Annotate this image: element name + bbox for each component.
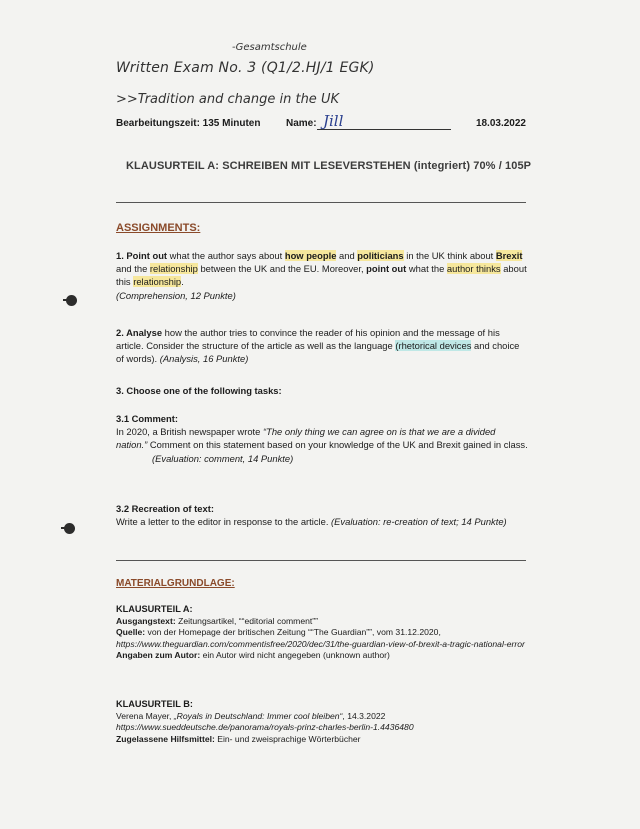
assignment-1-note: (Comprehension, 12 Punkte) bbox=[116, 289, 236, 301]
name-value: Jill bbox=[323, 112, 344, 130]
school-name: -Gesamtschule bbox=[232, 42, 307, 53]
material-title: MATERIALGRUNDLAGE: bbox=[116, 578, 235, 589]
material-part-b: KLAUSURTEIL B: Verena Mayer, „Royals in Deutschland: Immer cool bleiben“, 14.3.2022 https://www.sueddeutsche.de/panorama/royals-prinz-charles-berlin-1.4436480 Zugelassene Hilfsmittel: Ein- und zweisprachige Wörterbücher bbox=[116, 699, 528, 745]
time-label: Bearbeitungszeit: 135 Minuten bbox=[116, 118, 261, 129]
material-a-url: https://www.theguardian.com/commentisfree/2020/dec/31/the-guardian-view-of-brexit-a-tragic-national-error bbox=[116, 638, 525, 649]
material-a-title: KLAUSURTEIL A: bbox=[116, 604, 193, 614]
exam-date: 18.03.2022 bbox=[475, 118, 526, 129]
assignment-2: 2. Analyse how the author tries to convince the reader of his opinion and the message of his article. Consider the structure of the article as well as the language (rhetorical devices and choice of words). (Analysis, 16 Punkte) bbox=[116, 327, 520, 365]
assignment-3-1: 3.1 Comment: In 2020, a British newspaper wrote “The only thing we can agree on is that we are a divided nation.” Comment on this statement based on your knowledge of the UK and Brexit gained in class. (Evaluation: comment, 14 Punkte) bbox=[116, 413, 528, 464]
divider bbox=[116, 560, 526, 561]
material-part-a: KLAUSURTEIL A: Ausgangstext: Zeitungsartikel, ““editorial comment”” Quelle: von der Homepage der britischen Zeitung ““The Guardian””, vom 31.12.2020, https://www.theguardian.com/commentisfree/2020/dec/31/the-guardian-view-of-brexit-a-tragic-national-error Angaben zum Autor: ein Autor wird nicht angegeben (unknown author) bbox=[116, 604, 528, 662]
assignment-1: 1. Point out what the author says about how people and politicians in the UK think about Brexit and the relationship between the UK and the EU. Moreover, point out what the author thinks about this relationship. (Comprehension, 12 Punkte) bbox=[116, 250, 527, 301]
name-label: Name: bbox=[286, 118, 317, 129]
material-b-url: https://www.sueddeutsche.de/panorama/royals-prinz-charles-berlin-1.4436480 bbox=[116, 722, 414, 733]
assignment-3-2-title: 3.2 Recreation of text: bbox=[116, 503, 214, 514]
assignments-title: ASSIGNMENTS: bbox=[116, 222, 201, 234]
assignment-3-2: 3.2 Recreation of text: Write a letter to the editor in response to the article. (Evaluation: re-creation of text; 14 Punkte) bbox=[116, 503, 507, 528]
klausur-heading: KLAUSURTEIL A: SCHREIBEN MIT LESEVERSTEHEN (integriert) 70% / 105P bbox=[126, 160, 532, 172]
punch-hole-icon bbox=[64, 523, 75, 534]
divider bbox=[116, 202, 526, 203]
assignment-3-1-title: 3.1 Comment: bbox=[116, 413, 178, 424]
exam-topic: >>Tradition and change in the UK bbox=[116, 92, 339, 107]
material-b-title: KLAUSURTEIL B: bbox=[116, 699, 193, 709]
punch-hole-icon bbox=[66, 295, 77, 306]
assignment-3: 3. Choose one of the following tasks: bbox=[116, 385, 282, 396]
exam-title: Written Exam No. 3 (Q1/2.HJ/1 EGK) bbox=[116, 60, 375, 76]
